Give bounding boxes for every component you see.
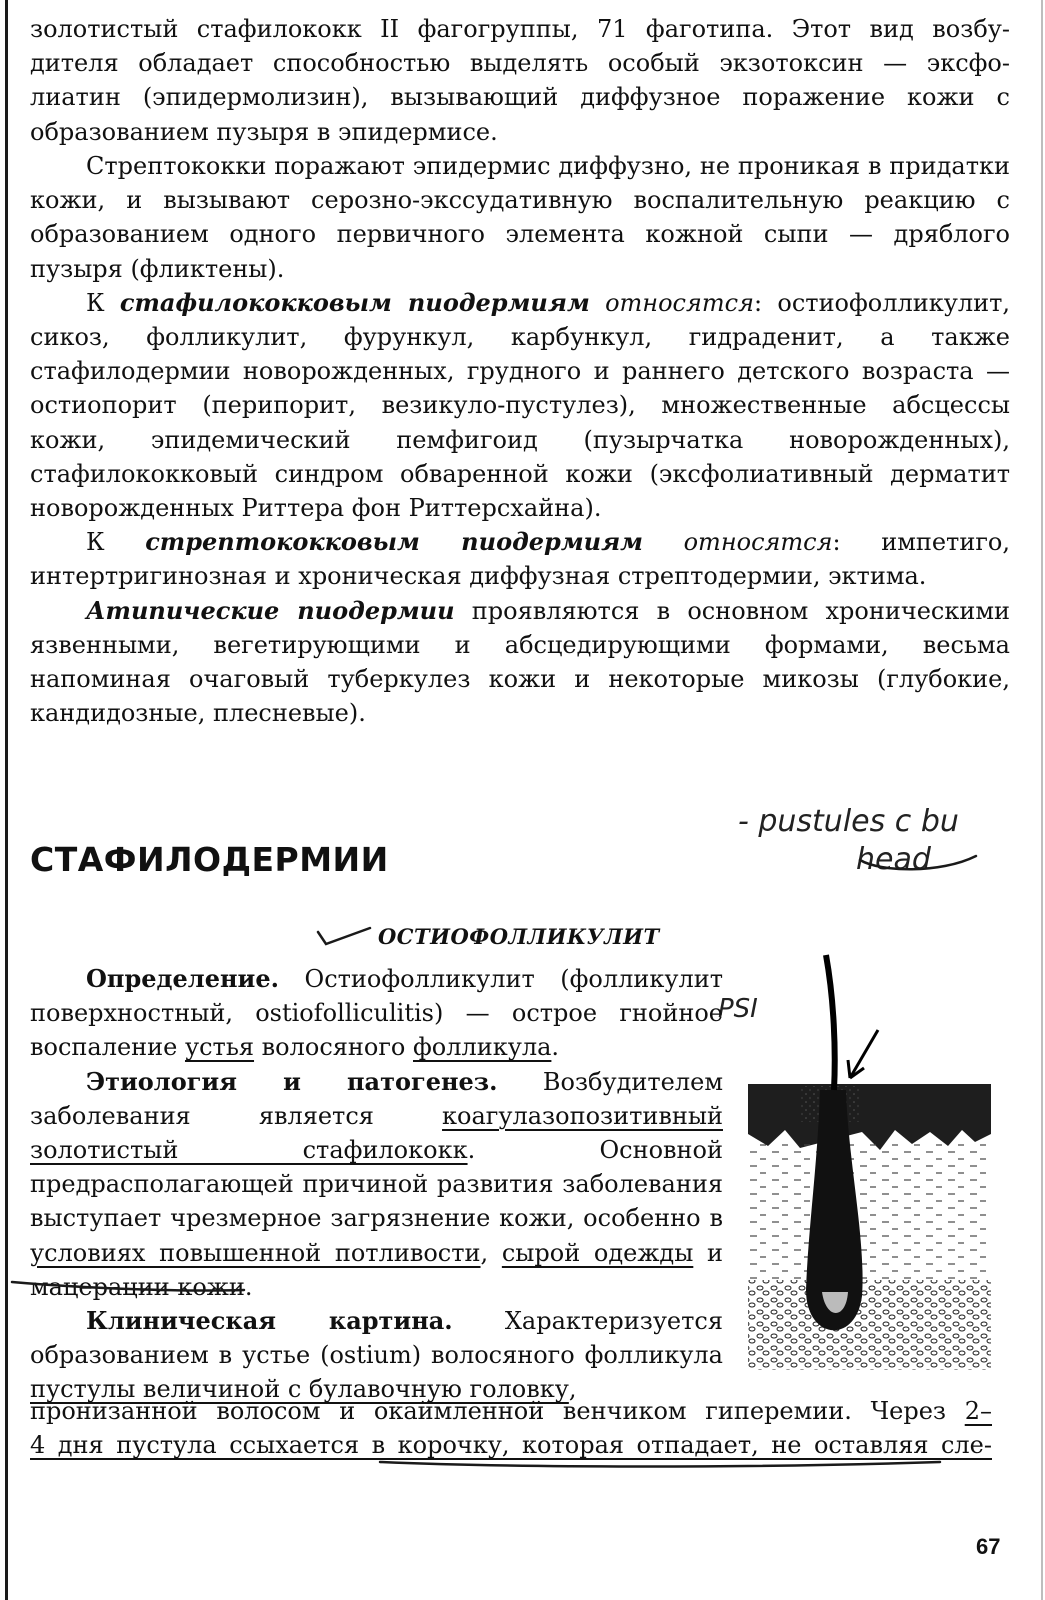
section-title: СТАФИЛОДЕРМИИ xyxy=(30,840,389,879)
staph-term: стафилококковым пиодермиям xyxy=(119,287,590,317)
illustration-arrow xyxy=(850,1030,878,1078)
intro-line-1: золотистый стафилококк II фагогруппы, 71 фаготипа. Этот вид возбу- xyxy=(30,15,1010,43)
clinical-continued-line-2: 4 дня пустула ссыхается в корочку, которая отпадает, не оставляя сле- xyxy=(30,1431,992,1460)
clinical-continued-underline: 2– xyxy=(964,1397,992,1425)
note-underline xyxy=(860,856,976,869)
staph-verb: относятся xyxy=(605,288,754,317)
strep-term: стрептококковым пиодермиям xyxy=(145,527,643,557)
strep-prefix: К xyxy=(86,528,146,557)
etiology-underline-2: условиях повышенной потливости xyxy=(30,1238,481,1267)
page-number: 67 xyxy=(976,1534,1001,1559)
clinical-underline-1: пустулы величиной с булавочную головку xyxy=(30,1375,569,1404)
intro-line-3: лиатин (эпидермолизин), вызывающий диффузное поражение кожи с xyxy=(30,83,1010,112)
subsection-title: ОСТИОФОЛЛИКУЛИТ xyxy=(378,924,660,949)
strep-rest: : импетиго, интертригинозная и хроническая диффузная стрептодермии, эктима. xyxy=(30,528,1010,591)
streptococci-paragraph: Стрептококки поражают эпидермис диффузно, не проникая в придатки кожи, и вызывают серозно-экссудативную воспалительную реакцию с образованием одного первичного элемента кожной сыпи — дряблого пузыря (фликтены). xyxy=(30,152,1010,283)
definition-underline-2: фолликула xyxy=(413,1033,552,1062)
underline-mark-1 xyxy=(12,1282,244,1291)
illustration-dermis xyxy=(748,1140,991,1280)
intro-line-2: дителя обладает способностью выделять особый экзотоксин — эксфо- xyxy=(30,49,1010,78)
atypical-rest: проявляются в основном хроническими язвенными, вегетирующими и абсцедирующими формами, весьма напоминая очаговый туберкулез кожи и некоторые микозы (глубокие, кандидозные, плесневые). xyxy=(30,596,1010,728)
etiology-text-2: . Основной предрасполагающей причиной развития заболевания выступает чрезмерное загрязнение кожи, особенно в xyxy=(30,1136,723,1233)
etiology-text-3: , xyxy=(480,1238,502,1267)
clinical-text-1: Характеризуется образованием в устье (ostium) волосяного фолликула xyxy=(30,1307,723,1370)
definition-text-2: волосяного xyxy=(254,1033,413,1062)
staph-rest: : остиофолликулит, сикоз, фолликулит, фурункул, карбункул, гидраденит, а также стафилодермии новорожденных, грудного и раннего детского возраста — остиопорит (перипорит, везикуло-пустулез), множественные абсцессы кожи, эпидемический пемфигоид (пузырчатка новорожденных), стафилококковый синдром обваренной кожи (эксфолиативный дерматит новорожденных Риттера фон Риттерсхайна). xyxy=(30,288,1010,523)
checkmark xyxy=(318,928,370,944)
handwritten-note-1: - pustules c bu xyxy=(738,804,959,839)
definition-text-3: . xyxy=(551,1033,560,1062)
handwritten-margin-note: PSI xyxy=(718,994,758,1024)
atypical-term: Атипические пиодермии xyxy=(86,595,455,625)
strep-verb: относятся xyxy=(683,528,833,557)
clinical-continued-text: пронизанной волосом и окаймленной венчиком гиперемии. Через xyxy=(30,1397,965,1425)
definition-text-1: Остиофолликулит (фолликулит поверхностный, ostiofolliculitis) — острое гнойное воспаление xyxy=(30,965,723,1062)
etiology-text-4: и мацерации кожи. xyxy=(30,1238,724,1301)
clinical-text-2: , xyxy=(568,1375,577,1404)
etiology-underline-1: коагулазопозитивный золотистый стафилококк xyxy=(30,1101,723,1165)
illustration-hair-shaft xyxy=(826,955,835,1090)
etiology-underline-3: сырой одежды xyxy=(501,1238,694,1267)
follicle-illustration xyxy=(748,955,991,1370)
illustration-epidermis xyxy=(748,1084,991,1124)
etiology-text-1: Возбудителем заболевания является xyxy=(30,1067,724,1130)
handwritten-note-2: head xyxy=(856,842,931,877)
staph-prefix: К xyxy=(86,288,120,317)
definition-underline-1: устья xyxy=(184,1033,255,1062)
intro-line-4: образованием пузыря в эпидермисе. xyxy=(30,117,498,146)
illustration-subcutis xyxy=(748,1280,991,1370)
definition-label: Определение. xyxy=(86,964,279,993)
etiology-label: Этиология и патогенез. xyxy=(86,1066,498,1096)
clinical-label: Клиническая картина. xyxy=(86,1306,453,1336)
underline-mark-2 xyxy=(380,1462,940,1467)
